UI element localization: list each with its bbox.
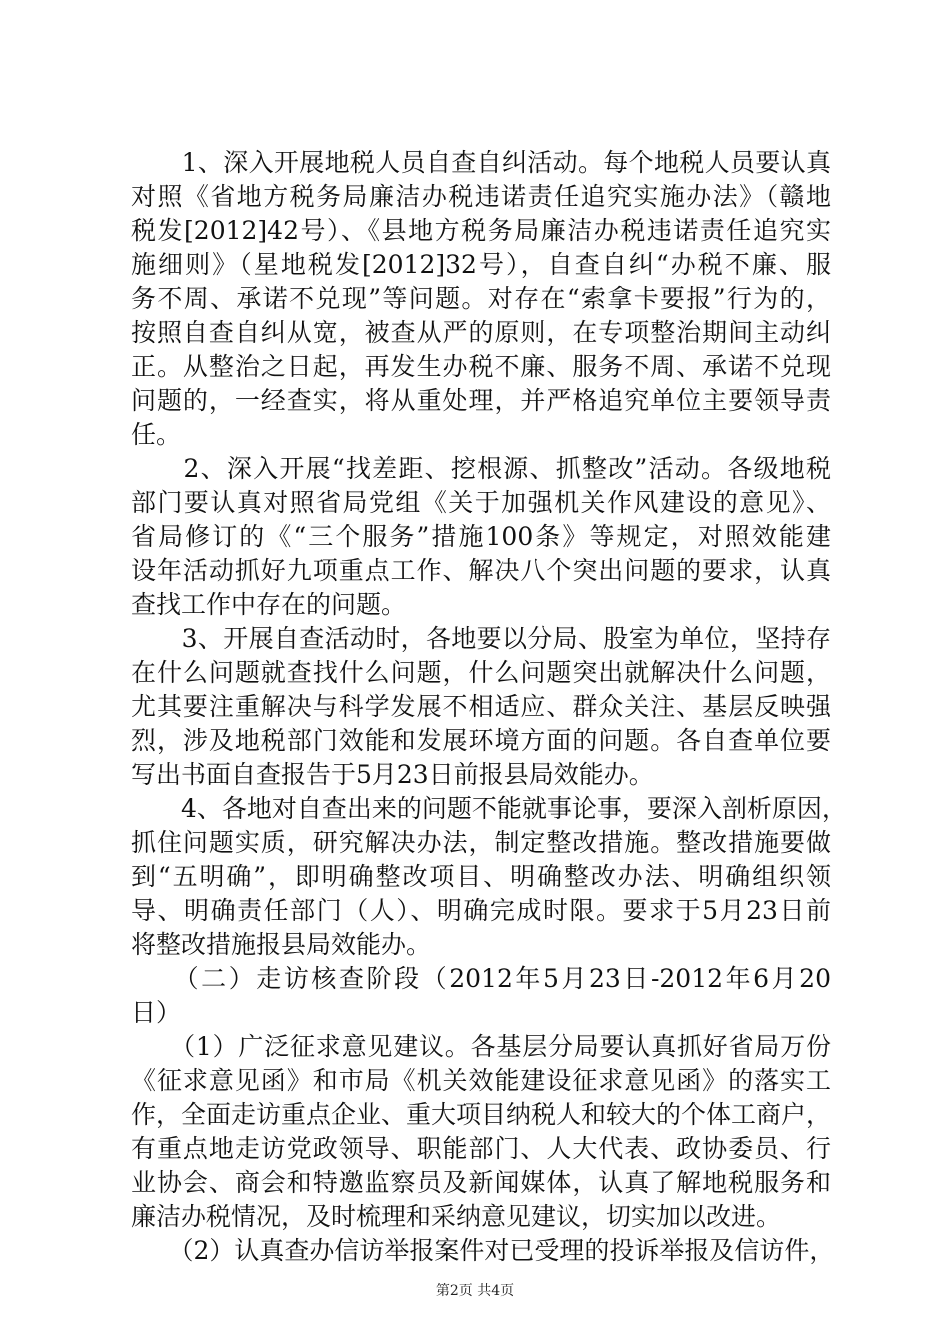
text-line: 将整改措施报县局效能办。 xyxy=(131,930,432,959)
text-line: 《征求意见函》和市局《机关效能建设征求意见函》的落实工 xyxy=(131,1066,831,1095)
text-line: 正。从整治之日起，再发生办税不廉、服务不周、承诺不兑现 xyxy=(131,352,831,381)
text-line: 任。 xyxy=(131,420,182,449)
text-line: 导、明确责任部门（人）、明确完成时限。要求于5月23日前 xyxy=(131,896,831,925)
text-line: 施细则》（星地税发[2012]32号），自查自纠“办税不廉、服 xyxy=(131,250,831,279)
document-body xyxy=(131,146,847,1268)
text-line: （1）广泛征求意见建议。各基层分局要认真抓好省局万份 xyxy=(131,1032,831,1061)
text-line: 问题的，一经查实，将从重处理，并严格追究单位主要领导责 xyxy=(131,386,831,415)
text-line: 省局修订的《“三个服务”措施100条》等规定，对照效能建 xyxy=(131,522,831,551)
text-line: 廉洁办税情况，及时梳理和采纳意见建议，切实加以改进。 xyxy=(131,1202,782,1231)
text-line: 4、各地对自查出来的问题不能就事论事，要深入剖析原因， xyxy=(131,794,847,823)
text-line: 烈，涉及地税部门效能和发展环境方面的问题。各自查单位要 xyxy=(131,726,831,755)
text-line: 尤其要注重解决与科学发展不相适应、群众关注、基层反映强 xyxy=(131,692,831,721)
text-line: 对照《省地方税务局廉洁办税违诺责任追究实施办法》（赣地 xyxy=(131,182,831,211)
text-line: 查找工作中存在的问题。 xyxy=(131,590,407,619)
text-line: 在什么问题就查找什么问题，什么问题突出就解决什么问题， xyxy=(131,658,831,687)
text-line: （2）认真查办信访举报案件对已受理的投诉举报及信访件， xyxy=(131,1236,835,1265)
text-line: 设年活动抓好九项重点工作、解决八个突出问题的要求，认真 xyxy=(131,556,831,585)
page-footer: 第2页 共4页 xyxy=(435,1283,515,1299)
text-line: 3、开展自查活动时，各地要以分局、股室为单位，坚持存 xyxy=(131,624,831,653)
section-heading: （二）走访核查阶段（2012年5月23日-2012年6月20 xyxy=(131,964,831,993)
text-line: 业协会、商会和特邀监察员及新闻媒体，认真了解地税服务和 xyxy=(131,1168,831,1197)
text-line: 有重点地走访党政领导、职能部门、人大代表、政协委员、行 xyxy=(131,1134,831,1163)
text-line: 税发[2012]42号）、《县地方税务局廉洁办税违诺责任追究实 xyxy=(131,216,831,245)
text-line: 务不周、承诺不兑现”等问题。对存在“索拿卡要报”行为的， xyxy=(131,284,831,313)
text-line: 作，全面走访重点企业、重大项目纳税人和较大的个体工商户， xyxy=(131,1100,832,1129)
text-line: 抓住问题实质，研究解决办法，制定整改措施。整改措施要做 xyxy=(131,828,831,857)
text-line: 到“五明确”，即明确整改项目、明确整改办法、明确组织领 xyxy=(131,862,831,891)
section-heading: 日） xyxy=(131,998,182,1027)
text-line: 2、深入开展“找差距、挖根源、抓整改”活动。各级地税 xyxy=(131,454,831,483)
text-line: 1、深入开展地税人员自查自纠活动。每个地税人员要认真 xyxy=(131,148,831,177)
text-line: 按照自查自纠从宽，被查从严的原则，在专项整治期间主动纠 xyxy=(131,318,831,347)
text-line: 部门要认真对照省局党组《关于加强机关作风建设的意见》、 xyxy=(131,488,831,517)
text-line: 写出书面自查报告于5月23日前报县局效能办。 xyxy=(131,760,654,789)
